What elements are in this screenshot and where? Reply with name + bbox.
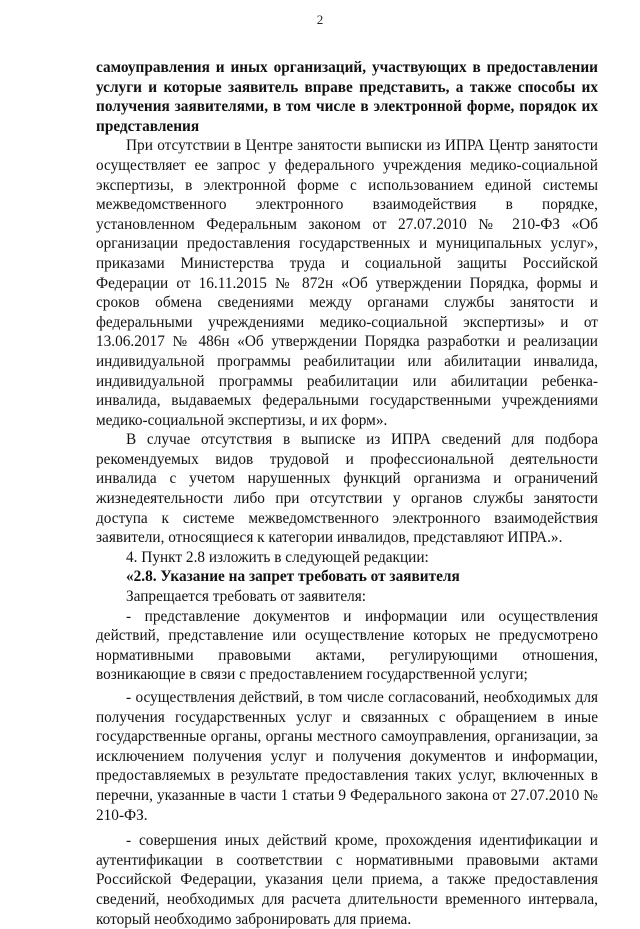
paragraph-ipra-request: При отсутствии в Центре занятости выписки из ИПРА Центр занятости осуществляет ее запрос у федерального учреждения медико-социальной экспертизы, в электронной форме с использованием единой системы межведомственного электронного взаимодействия в порядке, установленном Федеральным законом от 27.07.2010 № 210-ФЗ «Об организации предоставления государственных и муниципальных услуг», приказами Министерства труда и социальной защиты Российской Федерации от 16.11.2015 № 872н «Об утверждении Порядка, формы и сроков обмена сведениями между органами службы занятости и федеральными учреждениями медико-социальной экспертизы» и от 13.06.2017 № 486н «Об утверждении Порядка разработки и реализации индивидуальной программы реабилитации или абилитации инвалида, индивидуальной программы реабилитации или абилитации ребенка-инвалида, выдаваемых федеральными государственными учреждениями медико-социальной экспертизы, и их форм». bbox=[96, 137, 598, 429]
section-title-2-8: «2.8. Указание на запрет требовать от заявителя bbox=[126, 568, 460, 586]
paragraph-amendment-item-4: 4. Пункт 2.8 изложить в следующей редакции: bbox=[126, 548, 429, 566]
paragraph-prohibited-intro: Запрещается требовать от заявителя: bbox=[126, 588, 367, 606]
list-item-other-actions: - совершения иных действий кроме, прохождения идентификации и аутентификации в соответствии с нормативными правовыми актами Российской Федерации, указания цели приема, а также предоставления сведений, необходимых для расчета длительности временного интервала, который необходимо забронировать для приема. bbox=[96, 832, 598, 928]
list-item-documents: - представление документов и информации или осуществления действий, представление или осуществление которых не предусмотрено нормативными правовыми актами, регулирующими отношения, возникающие в связи с предоставлением государственной услуги; bbox=[96, 607, 598, 684]
section-heading-continued: самоуправления и иных организаций, участвующих в предоставлении услуги и которые заявитель вправе представить, а также способы их получения заявителями, в том числе в электронной форме, порядок их представления bbox=[96, 59, 598, 135]
document-body bbox=[96, 58, 598, 929]
page-number: 2 bbox=[316, 12, 324, 27]
list-item-approvals: - осуществления действий, в том числе согласований, необходимых для получения государственных услуг и связанных с обращением в иные государственные органы, органы местного самоуправления, организации, за исключением получения услуг и получения документов и информации, предоставляемых в результате предоставления таких услуг, включенных в перечни, указанные в части 1 статьи 9 Федерального закона от 27.07.2010 № 210-ФЗ. bbox=[96, 689, 598, 824]
paragraph-ipra-absent: В случае отсутствия в выписке из ИПРА сведений для подбора рекомендуемых видов трудовой и профессиональной деятельности инвалида с учетом нарушенных функций организма и ограничений жизнедеятельности либо при отсутствии у органов службы занятости доступа к системе межведомственного электронного взаимодействия заявители, относящиеся к категории инвалидов, представляют ИПРА.». bbox=[96, 431, 598, 547]
